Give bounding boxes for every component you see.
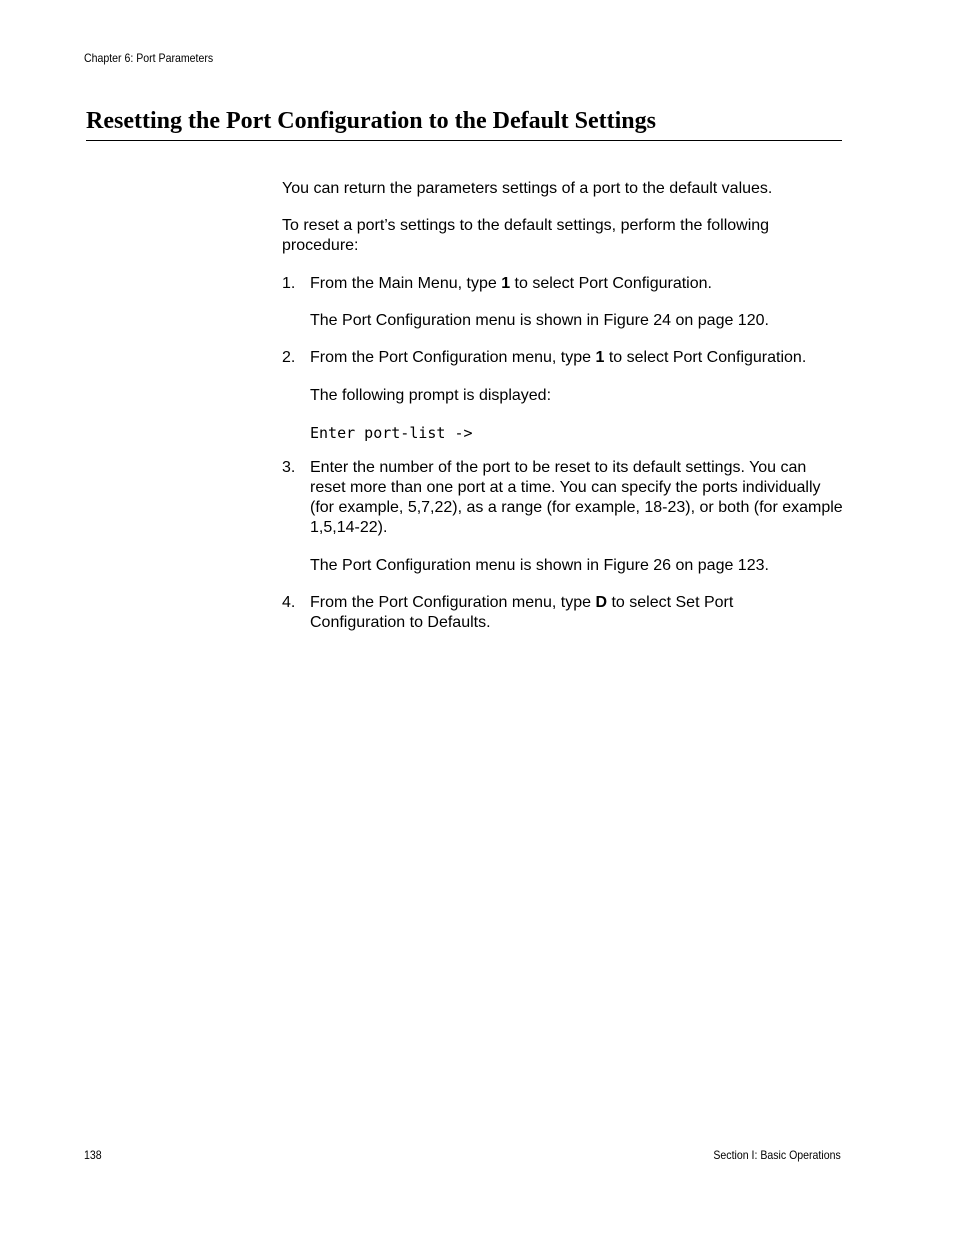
lead-in-paragraph: To reset a port’s settings to the default settings, perform the following procedure: xyxy=(282,217,770,254)
step-2-note: The following prompt is displayed: xyxy=(310,387,552,404)
step-2-text: From the Port Configuration menu, type 1 to select Port Configuration. xyxy=(310,349,807,366)
step-2-key: 1 xyxy=(595,349,605,366)
title-rule xyxy=(86,140,842,141)
step-3-number: 3. xyxy=(282,459,296,476)
step-1-key: 1 xyxy=(501,275,511,292)
running-header: Chapter 6: Port Parameters xyxy=(84,51,214,65)
page-number: 138 xyxy=(84,1148,102,1162)
footer-section: Section I: Basic Operations xyxy=(713,1148,841,1162)
step-3-text: Enter the number of the port to be reset to its default settings. You can reset more than one port at a time. You can specify the ports individually (for example, 5,7,22), as a range (for example, 18-23), or both (for example 1,5,14-22). xyxy=(310,459,843,536)
step-4-key: D xyxy=(595,594,608,611)
step-4-number: 4. xyxy=(282,594,296,611)
intro-paragraph: You can return the parameters settings of a port to the default values. xyxy=(282,180,773,197)
step-1-text: From the Main Menu, type 1 to select Port Configuration. xyxy=(310,275,712,292)
step-1-number: 1. xyxy=(282,275,296,292)
section-title: Resetting the Port Configuration to the Default Settings xyxy=(86,108,656,134)
step-3-note: The Port Configuration menu is shown in Figure 26 on page 123. xyxy=(310,557,769,574)
prompt-code: Enter port-list -> xyxy=(310,424,473,442)
step-4-text: From the Port Configuration menu, type D to select Set Port Configuration to Defaults. xyxy=(310,594,734,631)
step-1-note: The Port Configuration menu is shown in Figure 24 on page 120. xyxy=(310,312,769,329)
step-2-number: 2. xyxy=(282,349,296,366)
